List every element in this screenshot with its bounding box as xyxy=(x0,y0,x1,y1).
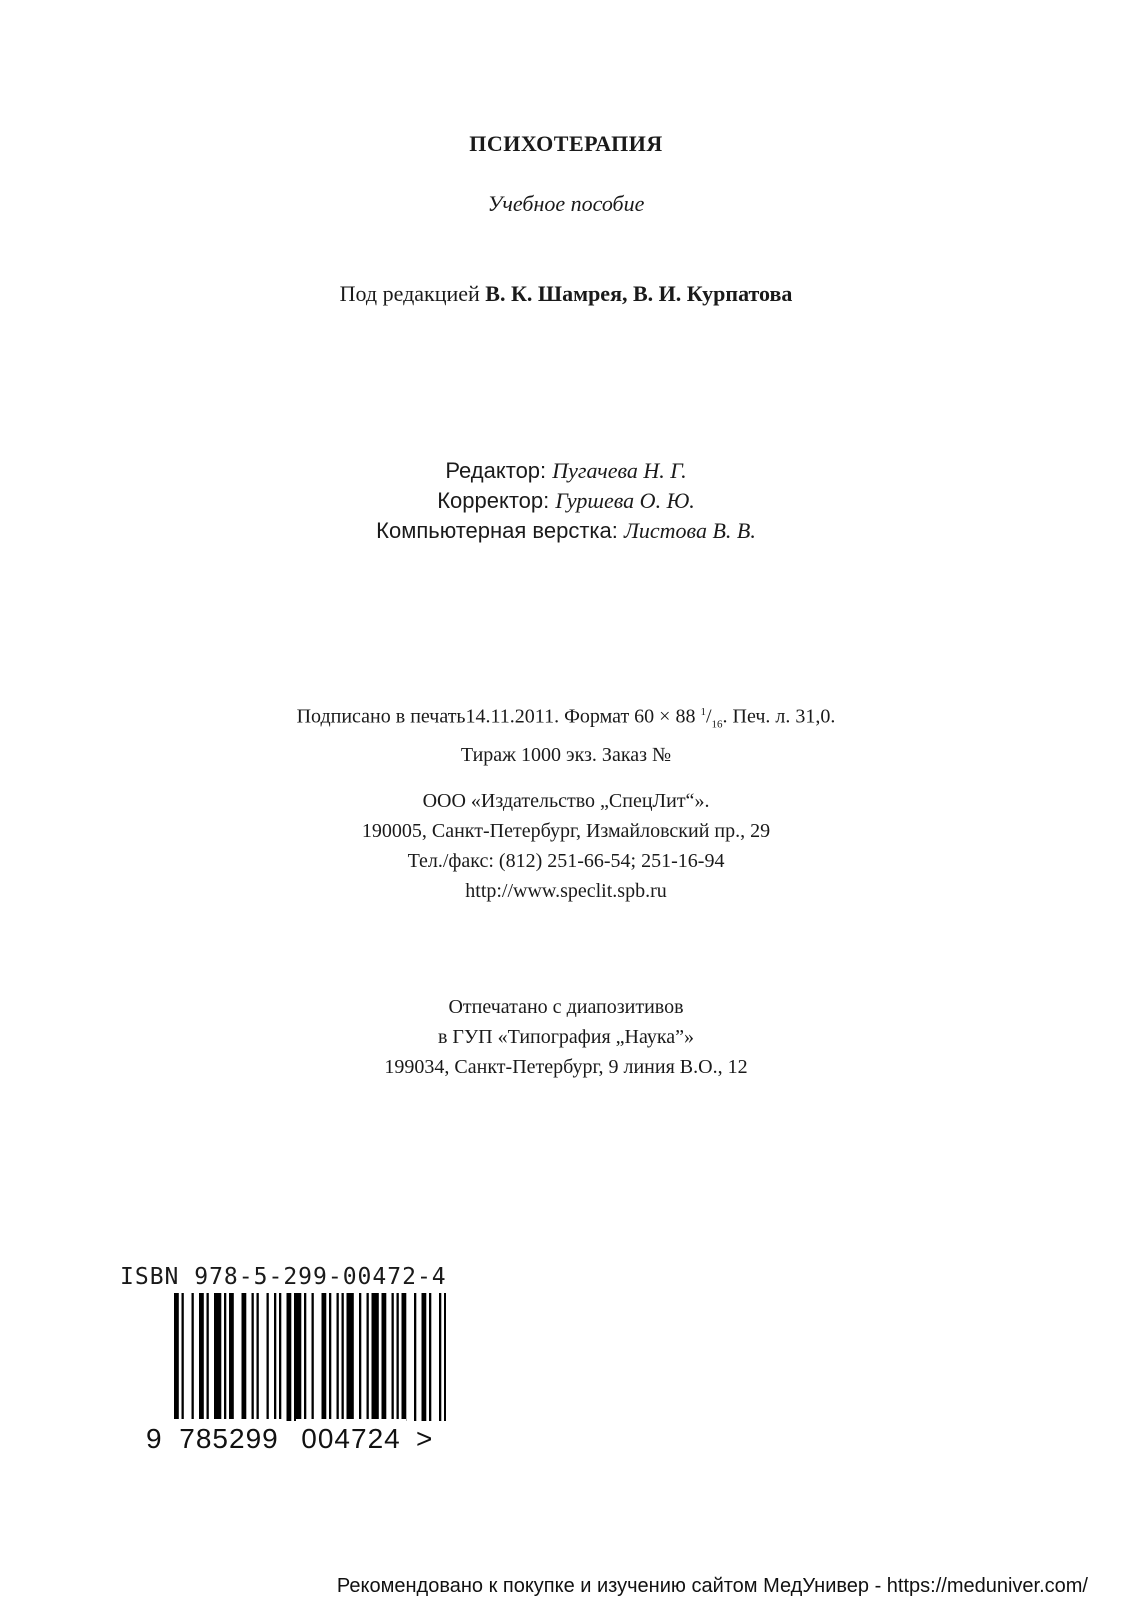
barcode-quiet-zone-marker: > xyxy=(416,1423,433,1453)
barcode-bar-2 xyxy=(192,1293,194,1421)
barcode-bar-12 xyxy=(274,1293,276,1421)
barcode-bar-3 xyxy=(199,1293,204,1421)
barcode-bar-4 xyxy=(207,1293,209,1421)
staff-proofreader xyxy=(0,486,1132,516)
barcode-bar-10 xyxy=(257,1293,259,1421)
staff-name: Гуршева О. Ю. xyxy=(555,488,695,513)
barcode-bar-28 xyxy=(397,1293,399,1421)
staff-role: Компьютерная верстка: xyxy=(376,518,624,543)
barcode-lead-digit: 9 xyxy=(146,1423,162,1453)
barcode-bar-25 xyxy=(372,1293,379,1421)
publisher-website: http://www.speclit.spb.ru xyxy=(465,880,667,902)
barcode-bar-6 xyxy=(224,1293,226,1421)
barcode-bar-23 xyxy=(359,1293,361,1421)
format-fraction-denominator: 16 xyxy=(711,718,723,731)
barcode-bar-7 xyxy=(229,1293,234,1421)
book-title: ПСИХОТЕРАПИЯ xyxy=(469,131,663,156)
publisher-name: ООО «Издательство „СпецЛит“». xyxy=(422,790,710,812)
print-info-line1 xyxy=(0,697,1132,740)
barcode-bar-9 xyxy=(252,1293,254,1421)
barcode-bar-22 xyxy=(347,1293,354,1421)
publisher-address: 190005, Санкт-Петербург, Измайловский пр., 29 xyxy=(361,820,771,842)
staff-role: Корректор: xyxy=(437,488,556,513)
barcode-bar-16 xyxy=(304,1293,306,1421)
printer-line-1: Отпечатано с диапозитивов xyxy=(448,996,684,1018)
barcode-bar-8 xyxy=(242,1293,247,1421)
print-sheets: . Печ. л. 31,0. xyxy=(722,705,836,728)
staff-name: Листова В. В. xyxy=(624,518,756,543)
barcode-bar-24 xyxy=(367,1293,369,1421)
book-subtitle: Учебное пособие xyxy=(487,191,645,216)
publisher-info xyxy=(0,786,1132,906)
printer-line-2: в ГУП «Типография „Наука”» xyxy=(437,1026,695,1048)
printer-address: 199034, Санкт-Петербург, 9 линия В.О., 12 xyxy=(384,1056,748,1078)
format-fraction-numerator: 1 xyxy=(700,706,706,718)
print-info xyxy=(0,697,1132,770)
barcode-bar-13 xyxy=(279,1293,281,1421)
barcode-bar-32 xyxy=(429,1293,431,1421)
editors-prefix: Под редакцией xyxy=(339,281,486,306)
barcode-bar-30 xyxy=(414,1293,416,1421)
barcode-bar-34 xyxy=(444,1293,446,1421)
print-format: Подписано в печать14.11.2011. Формат 60 × 88 xyxy=(296,705,701,728)
barcode-bar-31 xyxy=(422,1293,427,1421)
format-fraction-separator: / xyxy=(705,705,712,728)
barcode-bar-18 xyxy=(322,1293,327,1421)
barcode-bar-26 xyxy=(382,1293,387,1421)
barcode-bar-33 xyxy=(439,1293,441,1421)
publisher-phone: Тел./факс: (812) 251-66-54; 251-16-94 xyxy=(407,850,725,872)
isbn-barcode xyxy=(146,1293,446,1453)
barcode-bar-14 xyxy=(287,1293,292,1421)
footer-recommendation: Рекомендовано к покупке и изучению сайтом МедУнивер - https://meduniver.com/ xyxy=(336,1575,1088,1597)
print-info-line2: Тираж 1000 экз. Заказ № xyxy=(460,743,672,766)
editors-names: В. К. Шамрея, В. И. Курпатова xyxy=(485,281,793,306)
editors-line xyxy=(0,281,1132,307)
isbn-label: ISBN 978-5-299-00472-4 xyxy=(120,1264,447,1290)
staff-credits xyxy=(0,456,1132,546)
barcode-digits-right: 004724 xyxy=(301,1423,401,1453)
staff-role: Редактор: xyxy=(445,458,553,483)
barcode-bar-21 xyxy=(342,1293,344,1421)
barcode-bar-15 xyxy=(294,1293,301,1421)
staff-editor xyxy=(0,456,1132,486)
barcode-bar-11 xyxy=(267,1293,269,1421)
barcode-bar-29 xyxy=(402,1293,407,1421)
barcode-bar-5 xyxy=(214,1293,221,1421)
staff-layout xyxy=(0,516,1132,546)
barcode-digits-left: 785299 xyxy=(179,1423,279,1453)
printer-info xyxy=(0,992,1132,1082)
barcode-bar-17 xyxy=(312,1293,314,1421)
barcode-bar-27 xyxy=(392,1293,394,1421)
staff-name: Пугачева Н. Г. xyxy=(552,458,687,483)
